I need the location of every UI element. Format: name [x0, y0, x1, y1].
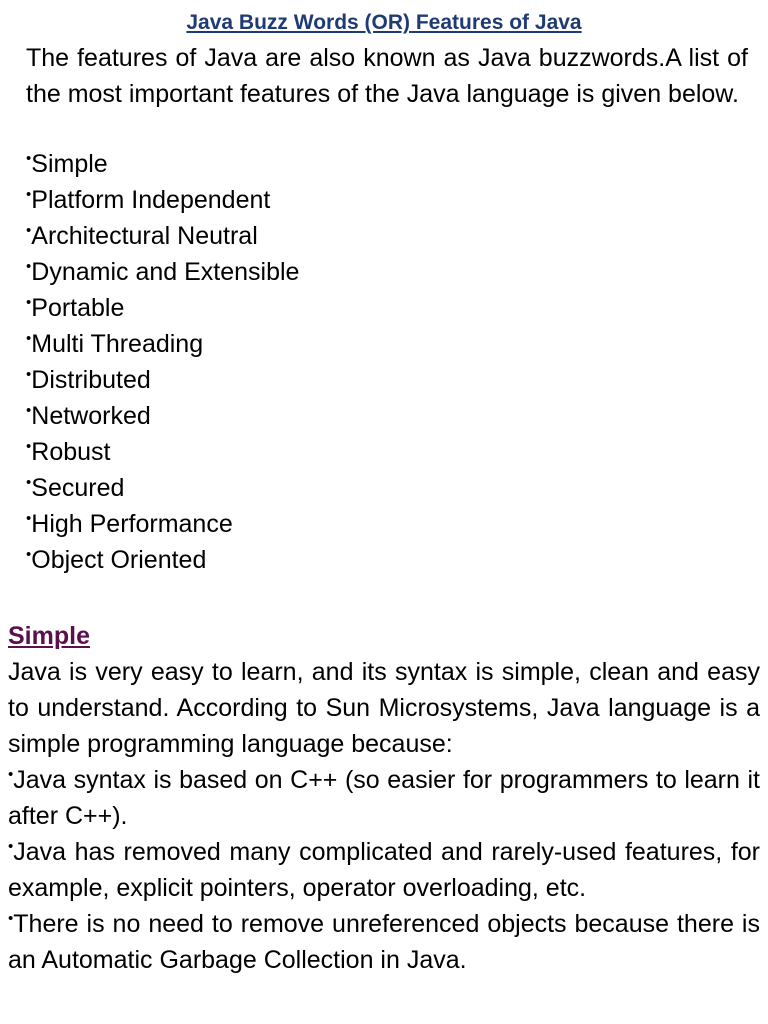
- section-heading-simple: Simple: [8, 622, 90, 650]
- feature-item: [26, 146, 748, 182]
- section-point-text: Java has removed many complicated and rarely-used features, for example, explicit pointers, operator overloading, etc.: [8, 838, 760, 902]
- feature-item: [26, 506, 748, 542]
- feature-item: [26, 542, 748, 578]
- feature-item: [26, 290, 748, 326]
- intro-paragraph: The features of Java are also known as Java buzzwords.A list of the most important features of the Java language is given below.: [26, 44, 748, 108]
- feature-label: Distributed: [31, 366, 151, 394]
- feature-item: [26, 218, 748, 254]
- feature-item: [26, 362, 748, 398]
- bullet-icon: •: [26, 258, 32, 275]
- feature-label: Simple: [31, 150, 108, 178]
- feature-item: [26, 434, 748, 470]
- feature-label: Dynamic and Extensible: [31, 258, 300, 286]
- feature-label: Secured: [31, 474, 125, 502]
- feature-label: Object Oriented: [31, 546, 207, 574]
- feature-item: [26, 398, 748, 434]
- section-point-text: Java syntax is based on C++ (so easier for programmers to learn it after C++).: [8, 766, 760, 830]
- feature-label: Robust: [31, 438, 111, 466]
- bullet-icon: •: [8, 766, 14, 783]
- bullet-icon: •: [26, 366, 32, 383]
- bullet-icon: •: [26, 546, 32, 563]
- feature-item: [26, 254, 748, 290]
- bullet-icon: •: [26, 294, 32, 311]
- feature-label: High Performance: [31, 510, 233, 538]
- page-title: Java Buzz Words (OR) Features of Java: [186, 11, 582, 34]
- bullet-icon: •: [26, 438, 32, 455]
- feature-item: [26, 182, 748, 218]
- bullet-icon: •: [26, 222, 32, 239]
- bullet-icon: •: [26, 330, 32, 347]
- feature-label: Architectural Neutral: [31, 222, 258, 250]
- feature-label: Networked: [31, 402, 151, 430]
- bullet-icon: •: [26, 150, 32, 167]
- section-paragraph: Java is very easy to learn, and its syntax is simple, clean and easy to understand. According to Sun Microsystems, Java language is a simple programming language because:: [8, 658, 760, 758]
- feature-label: Multi Threading: [31, 330, 204, 358]
- bullet-icon: •: [8, 838, 14, 855]
- bullet-icon: •: [26, 186, 32, 203]
- features-list: [26, 146, 748, 578]
- section-point-text: There is no need to remove unreferenced objects because there is an Automatic Garbage Collection in Java.: [8, 910, 760, 974]
- feature-label: Platform Independent: [31, 186, 271, 214]
- section-point: [8, 834, 760, 906]
- section-body: [8, 654, 760, 978]
- feature-label: Portable: [31, 294, 125, 322]
- section-point: [8, 762, 760, 834]
- bullet-icon: •: [26, 510, 32, 527]
- section-point: [8, 906, 760, 978]
- bullet-icon: •: [26, 474, 32, 491]
- bullet-icon: •: [26, 402, 32, 419]
- feature-item: [26, 326, 748, 362]
- feature-item: [26, 470, 748, 506]
- bullet-icon: •: [8, 910, 14, 927]
